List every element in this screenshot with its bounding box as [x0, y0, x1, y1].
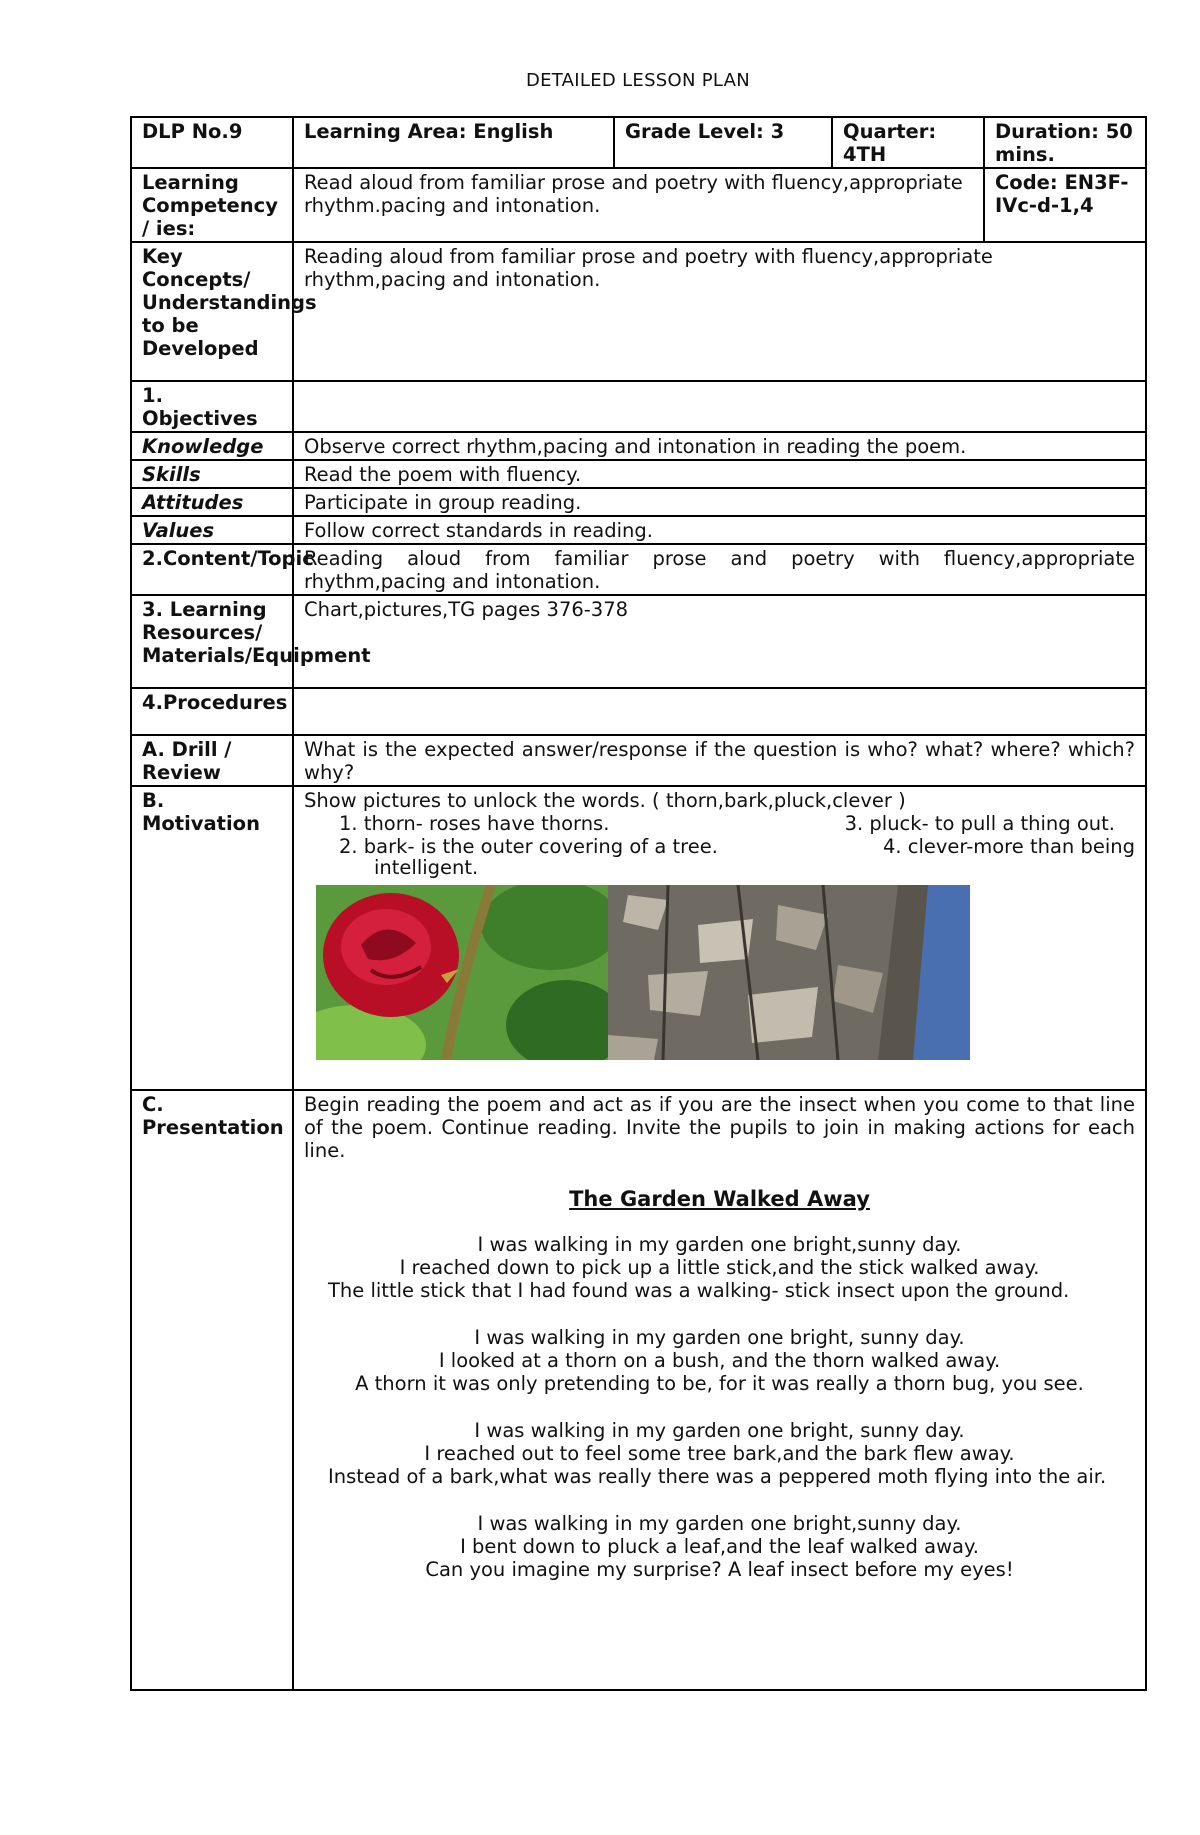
- resources-row: [131, 595, 1146, 688]
- presentation-intro: Begin reading the poem and act as if you are the insect when you come to that line of the poem. Continue reading. Invite the pupils to join in making actions for each line.: [304, 1093, 1135, 1162]
- attitudes-text: Participate in group reading.: [293, 488, 1146, 516]
- vocab-thorn: 1. thorn- roses have thorns.: [339, 812, 610, 835]
- rose-picture: [316, 885, 608, 1060]
- values-text: Follow correct standards in reading.: [293, 516, 1146, 544]
- poem-stanza-3: [304, 1419, 1135, 1488]
- resources-label: 3. Learning Resources/ Materials/Equipment: [131, 595, 293, 688]
- drill-row: [131, 735, 1146, 786]
- key-concepts-row: [131, 242, 1146, 381]
- content-text: Reading aloud from familiar prose and poetry with fluency,appropriate rhythm,pacing and intonation.: [293, 544, 1146, 595]
- presentation-label: C. Presentation: [131, 1090, 293, 1690]
- skills-text: Read the poem with fluency.: [293, 460, 1146, 488]
- skills-label: Skills: [131, 460, 293, 488]
- poem-line: Can you imagine my surprise? A leaf insect before my eyes!: [425, 1558, 1014, 1581]
- values-label: Values: [131, 516, 293, 544]
- dlp-number: DLP No.9: [131, 117, 293, 168]
- poem-line: I was walking in my garden one bright, sunny day.: [474, 1326, 965, 1349]
- values-row: [131, 516, 1146, 544]
- procedures-row: [131, 688, 1146, 735]
- poem-stanza-2: [304, 1326, 1135, 1395]
- vocab-bark: 2. bark- is the outer covering of a tree.: [339, 835, 718, 858]
- key-concepts-label: Key Concepts/ Understandings to be Developed: [131, 242, 293, 381]
- learning-area: Learning Area: English: [293, 117, 614, 168]
- knowledge-label: Knowledge: [131, 432, 293, 460]
- key-concepts-text: Reading aloud from familiar prose and poetry with fluency,appropriate rhythm,pacing and intonation.: [293, 242, 1146, 381]
- poem-line: I was walking in my garden one bright, sunny day.: [474, 1419, 965, 1442]
- presentation-row: [131, 1090, 1146, 1690]
- header-row: [131, 117, 1146, 168]
- knowledge-row: [131, 432, 1146, 460]
- poem-line: I was walking in my garden one bright,sunny day.: [477, 1233, 962, 1256]
- grade-level: Grade Level: 3: [614, 117, 832, 168]
- motivation-cell: [293, 786, 1146, 1090]
- poem-line: I bent down to pluck a leaf,and the leaf walked away.: [460, 1535, 979, 1558]
- attitudes-row: [131, 488, 1146, 516]
- resources-text: Chart,pictures,TG pages 376-378: [293, 595, 1146, 688]
- vocab-pluck: 3. pluck- to pull a thing out.: [844, 812, 1115, 835]
- knowledge-text: Observe correct rhythm,pacing and intonation in reading the poem.: [293, 432, 1146, 460]
- motivation-label: B. Motivation: [131, 786, 293, 1090]
- content-label: 2.Content/Topic: [131, 544, 293, 595]
- vocab-line-2: [304, 835, 1135, 858]
- competency-label: Learning Competency / ies:: [131, 168, 293, 242]
- procedures-label: 4.Procedures: [131, 688, 293, 735]
- poem-line: I reached out to feel some tree bark,and the bark flew away.: [424, 1442, 1015, 1465]
- poem-line: Instead of a bark,what was really there was a peppered moth flying into the air.: [328, 1465, 1107, 1488]
- lesson-plan-table: [130, 116, 1147, 1691]
- competency-row: [131, 168, 1146, 242]
- picture-row: [316, 885, 1135, 1060]
- poem-stanza-1: [304, 1233, 1135, 1302]
- objectives-row: [131, 381, 1146, 432]
- competency-code: Code: EN3F-IVc-d-1,4: [984, 168, 1146, 242]
- poem-stanza-4: [304, 1512, 1135, 1581]
- drill-label: A. Drill / Review: [131, 735, 293, 786]
- poem-line: The little stick that I had found was a walking- stick insect upon the ground.: [328, 1279, 1070, 1302]
- tree-bark-picture: [608, 885, 970, 1060]
- objectives-empty: [293, 381, 1146, 432]
- motivation-intro: Show pictures to unlock the words. ( thorn,bark,pluck,clever ): [304, 789, 906, 812]
- poem-title: The Garden Walked Away: [569, 1187, 870, 1211]
- document-title: DETAILED LESSON PLAN: [525, 70, 751, 91]
- skills-row: [131, 460, 1146, 488]
- quarter: Quarter: 4TH: [832, 117, 984, 168]
- motivation-row: [131, 786, 1146, 1090]
- procedures-empty: [293, 688, 1146, 735]
- duration: Duration: 50 mins.: [984, 117, 1146, 168]
- vocab-clever-cont: intelligent.: [374, 856, 479, 879]
- poem-line: I was walking in my garden one bright,sunny day.: [477, 1512, 962, 1535]
- attitudes-label: Attitudes: [131, 488, 293, 516]
- vocab-clever: 4. clever-more than being: [882, 835, 1135, 858]
- vocab-line-1: [304, 812, 1135, 835]
- presentation-cell: [293, 1090, 1146, 1690]
- poem-line: A thorn it was only pretending to be, for it was really a thorn bug, you see.: [355, 1372, 1084, 1395]
- poem-line: I reached down to pick up a little stick,and the stick walked away.: [399, 1256, 1040, 1279]
- objectives-label: 1. Objectives: [131, 381, 293, 432]
- drill-text: What is the expected answer/response if the question is who? what? where? which? why?: [293, 735, 1146, 786]
- content-row: [131, 544, 1146, 595]
- competency-text: Read aloud from familiar prose and poetry with fluency,appropriate rhythm.pacing and intonation.: [293, 168, 984, 242]
- poem-line: I looked at a thorn on a bush, and the thorn walked away.: [438, 1349, 1001, 1372]
